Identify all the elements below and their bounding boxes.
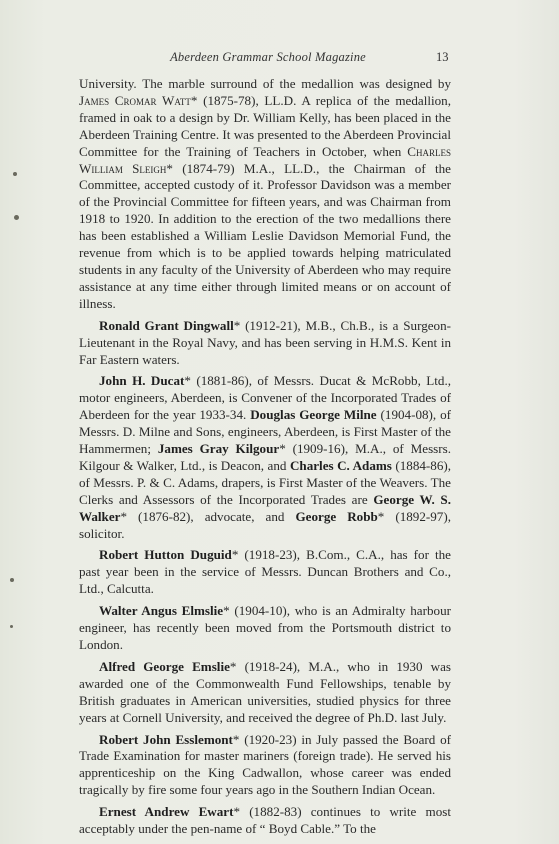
margin-speck [10, 578, 14, 582]
person-name: Alfred George Emslie [99, 658, 230, 674]
person-name: Ernest Andrew Ewart [99, 804, 234, 820]
paragraph-emslie: Alfred George Emslie* (1918-24), M.A., who in 1930 was awarded one of the Commonwealth Fund Fellowships, tenable by British graduates in American universities, studied physics for three years at Cornell University, and received the degree of Ph.D. last July. [79, 658, 451, 725]
paragraph-medallion: University. The marble surround of the medallion was designed by James Cromar Watt* (1875-78), LL.D. A replica of the medallion, framed in oak to a design by Dr. William Kelly, has been placed in the Aberdeen Training Centre. It was presented to the Aberdeen Provincial Committee for the Training of Teachers in October, when Charles William Sleigh* (1874-79) M.A., LL.D., the Chairman of the Committee, accepted custody of it. Professor Davidson was a member of the Provincial Committee for fifteen years, and was Chairman from 1918 to 1920. In addition to the erection of the two medallions there has been established a William Leslie Davidson Memorial Fund, the revenue from which is to be applied towards helping matriculated students in any faculty of the University of Aberdeen who may require assistance at any time either through limited means or on account of illness. [79, 76, 451, 311]
margin-speck [14, 215, 19, 220]
paragraph-ducat: John H. Ducat* (1881-86), of Messrs. Ducat & McRobb, Ltd., motor engineers, Aberdeen, is Convener of the Incorporated Trades of Aberdeen for the year 1933-34. Douglas George Milne (1904-08), of Messrs. D. Milne and Sons, engineers, Aberdeen, is First Master of the Hammermen; James Gray Kilgour* (1909-16), M.A., of Messrs. Kilgour & Walker, Ltd., is Deacon, and Charles C. Adams (1884-86), of Messrs. P. & C. Adams, drapers, is First Master of the Weavers. The Clerks and Assessors of the Incorporated Trades are George W. S. Walker* (1876-82), advocate, and George Robb* (1892-97), solicitor. [79, 373, 452, 541]
page-number: 13 [436, 50, 449, 64]
person-name: George Robb [295, 508, 378, 524]
running-title: Aberdeen Grammar School Magazine [170, 50, 366, 64]
person-name: Charles William Sleigh [79, 143, 451, 176]
person-name: George W. S. Walker [79, 491, 451, 524]
paragraph-dingwall: Ronald Grant Dingwall* (1912-21), M.B., Ch.B., is a Surgeon-Lieutenant in the Royal Navy, and has been serving in H.M.S. Kent in Far Eastern waters. [79, 317, 452, 367]
person-name: James Gray Kilgour [157, 441, 280, 457]
person-name: Robert Hutton Duguid [99, 547, 232, 563]
margin-speck [10, 625, 13, 628]
person-name: Ronald Grant Dingwall [99, 317, 234, 333]
paragraph-elmslie: Walter Angus Elmslie* (1904-10), who is an Admiralty harbour engineer, has recently been moved from the Portsmouth district to London. [79, 603, 451, 652]
paragraph-esslemont: Robert John Esslemont* (1920-23) in July passed the Board of Trade Examination for master mariners (foreign trade). He served his apprenticeship on the King Cadwallon, whose career was ended tragically by fire some four years ago in the Southern Indian Ocean. [79, 731, 451, 798]
person-name: John H. Ducat [99, 373, 185, 389]
margin-speck [13, 172, 17, 176]
person-name: Douglas George Milne [250, 407, 377, 423]
person-name: Robert John Esslemont [99, 731, 233, 747]
person-name: James Cromar Watt [79, 92, 191, 108]
paragraph-duguid: Robert Hutton Duguid* (1918-23), B.Com., C.A., has for the past year been in the service of Messrs. Duncan Brothers and Co., Ltd., Calcutta. [79, 547, 451, 597]
person-name: Walter Angus Elmslie [99, 603, 224, 619]
person-name: Charles C. Adams [289, 457, 392, 473]
article-body [79, 76, 451, 843]
paragraph-ewart: Ernest Andrew Ewart* (1882-83) continues to write most acceptably under the pen-name of “ Boyd Cable.” To the [79, 804, 451, 837]
